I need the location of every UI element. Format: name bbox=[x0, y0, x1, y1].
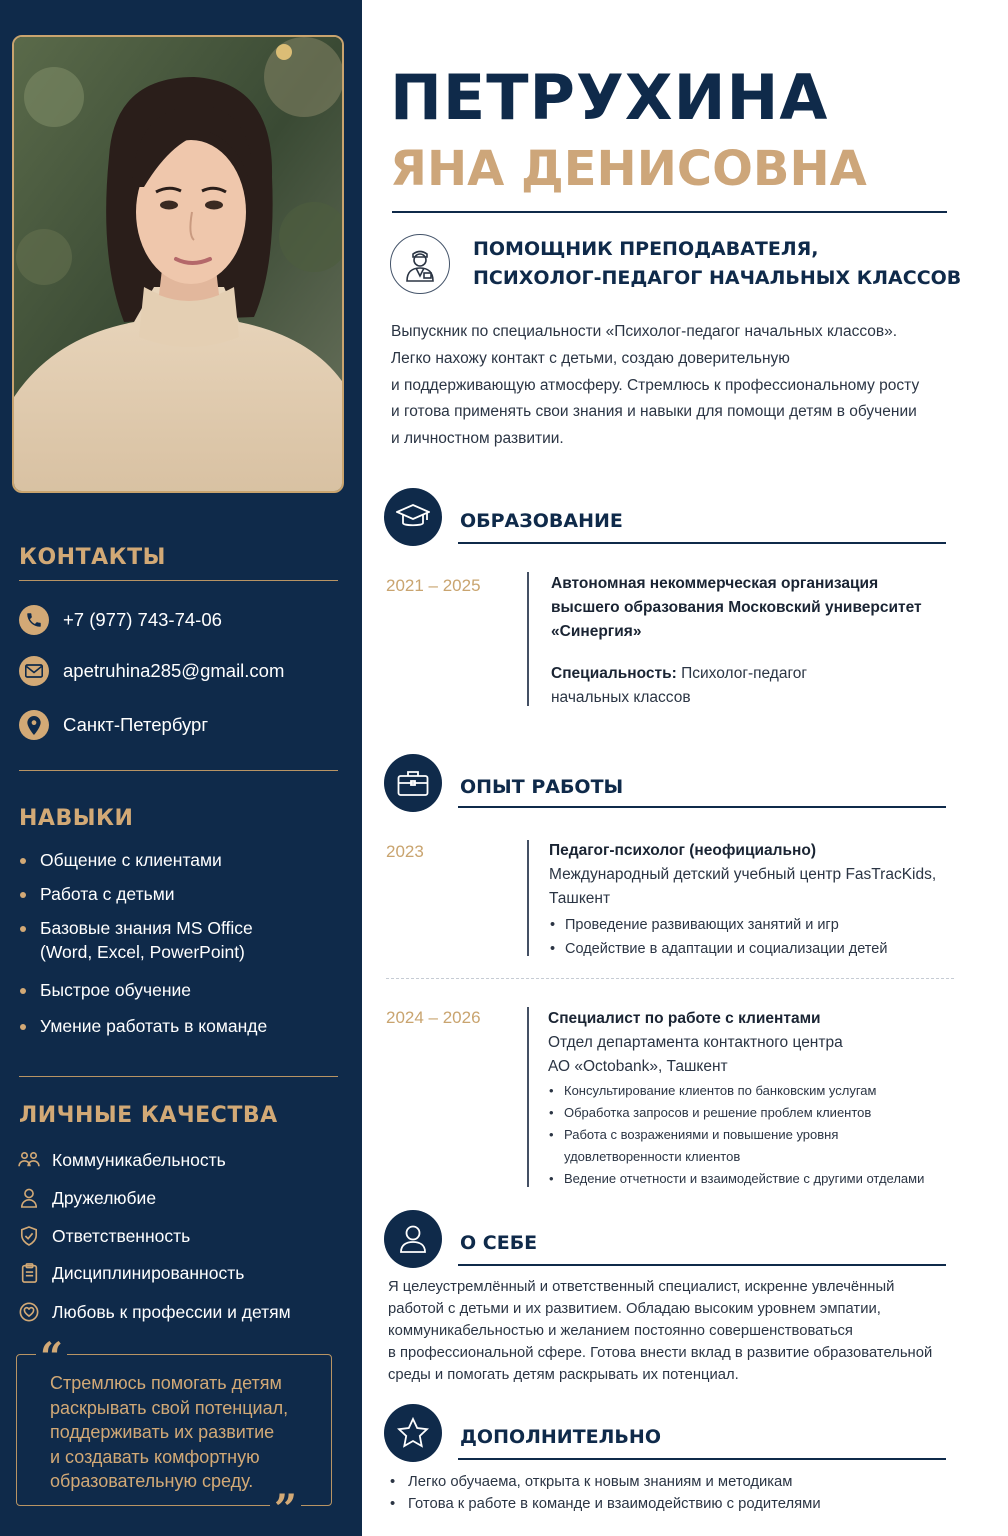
quality-text: Любовь к профессии и детям bbox=[52, 1301, 291, 1322]
duty-item bbox=[548, 1124, 953, 1168]
job-role: Специалист по работе с клиентами bbox=[548, 1010, 821, 1027]
duty-item: • Обработка запросов и решение проблем клиентов bbox=[548, 1102, 953, 1124]
dashed-divider bbox=[386, 978, 954, 979]
about-line: в профессиональной сфере. Готова внести вклад в развитие образовательной bbox=[388, 1345, 933, 1361]
org-line: высшего образования Московский университет bbox=[551, 599, 922, 616]
skills-list bbox=[19, 848, 349, 1038]
section-divider bbox=[458, 542, 946, 544]
specialty-label: Специальность: bbox=[551, 665, 677, 682]
quality-text: Дисциплинированность bbox=[52, 1262, 245, 1283]
contact-email[interactable] bbox=[19, 656, 284, 686]
contact-phone[interactable] bbox=[19, 605, 222, 635]
job-org bbox=[548, 1031, 953, 1079]
job-entry bbox=[549, 839, 954, 961]
org-line: АО «Octobank», Ташкент bbox=[548, 1058, 728, 1075]
divider bbox=[19, 770, 338, 771]
additional-heading: ДОПОЛНИТЕЛЬНО bbox=[460, 1426, 661, 1448]
quote-line: раскрывать свой потенциал, bbox=[50, 1397, 289, 1418]
duty-item: • Консультирование клиентов по банковским услугам bbox=[548, 1080, 953, 1102]
specialty-value: начальных классов bbox=[551, 689, 691, 706]
duty-line: Работа с возражениями и повышение уровня bbox=[564, 1127, 839, 1142]
position-line: ПСИХОЛОГ-ПЕДАГОГ НАЧАЛЬНЫХ КЛАССОВ bbox=[473, 267, 962, 289]
additional-item: • Легко обучаема, открыта к новым знаниям и методикам bbox=[390, 1471, 950, 1493]
about-text bbox=[388, 1276, 953, 1386]
quote-line: и создавать комфортную bbox=[50, 1446, 260, 1467]
timeline-line bbox=[527, 1007, 529, 1187]
summary-line: и поддерживающую атмосферу. Стремлюсь к профессиональному росту bbox=[391, 376, 920, 394]
summary-text bbox=[391, 319, 956, 453]
about-line: коммуникабельностью и желанием постоянно совершенствоваться bbox=[388, 1323, 853, 1339]
quality-item bbox=[18, 1262, 244, 1284]
given-name: ЯНА ДЕНИСОВНА bbox=[390, 141, 867, 197]
about-heading: О СЕБЕ bbox=[460, 1232, 538, 1254]
skill-item: Быстрое обучение bbox=[19, 978, 349, 1002]
timeline-line bbox=[527, 572, 529, 706]
quote-line: образовательную среду. bbox=[50, 1471, 254, 1491]
experience-heading: ОПЫТ РАБОТЫ bbox=[460, 776, 624, 798]
org-line: Отдел департамента контактного центра bbox=[548, 1034, 843, 1051]
user-icon bbox=[384, 1210, 442, 1268]
section-divider bbox=[458, 1264, 946, 1266]
skill-item bbox=[19, 916, 349, 964]
location-icon bbox=[19, 710, 49, 740]
contact-city bbox=[19, 710, 208, 740]
education-heading: ОБРАЗОВАНИЕ bbox=[460, 510, 623, 532]
job-org bbox=[549, 863, 954, 911]
duty-line: удовлетворенности клиентов bbox=[564, 1149, 741, 1164]
contact-email-text: apetruhina285@gmail.com bbox=[63, 660, 285, 681]
summary-line: Легко нахожу контакт с детьми, создаю доверительную bbox=[391, 349, 790, 367]
education-specialty bbox=[551, 662, 951, 710]
quote-close-icon: ” bbox=[270, 1490, 301, 1530]
quality-item bbox=[18, 1301, 291, 1323]
job-years: 2024 – 2026 bbox=[386, 1008, 481, 1027]
divider bbox=[19, 580, 338, 581]
skill-item-line: Базовые знания MS Office bbox=[40, 918, 253, 938]
motto-quote bbox=[50, 1371, 330, 1494]
education-years: 2021 – 2025 bbox=[386, 576, 481, 595]
job-duties bbox=[549, 914, 954, 961]
quality-item bbox=[18, 1187, 156, 1209]
specialty-value: Психолог-педагог bbox=[676, 665, 808, 682]
quote-line: поддерживать их развитие bbox=[50, 1422, 275, 1442]
about-line: Я целеустремлённый и ответственный специалист, искренне увлечённый bbox=[388, 1279, 895, 1295]
job-duties bbox=[548, 1080, 953, 1190]
org-line: Международный детский учебный центр FasTracKids, bbox=[549, 866, 937, 883]
graduation-cap-icon bbox=[384, 488, 442, 546]
duty-item: • Проведение развивающих занятий и игр bbox=[549, 914, 954, 938]
position-line: ПОМОЩНИК ПРЕПОДАВАТЕЛЯ, bbox=[473, 238, 819, 260]
clipboard-icon bbox=[18, 1262, 40, 1284]
skill-item: Умение работать в команде bbox=[19, 1014, 349, 1038]
header-divider bbox=[392, 211, 947, 213]
job-entry bbox=[548, 1007, 953, 1190]
briefcase-icon bbox=[384, 754, 442, 812]
surname: ПЕТРУХИНА bbox=[390, 61, 829, 134]
quote-line: Стремлюсь помогать детям bbox=[50, 1373, 282, 1393]
org-line: «Синергия» bbox=[551, 623, 642, 640]
section-divider bbox=[458, 806, 946, 808]
person-icon bbox=[18, 1187, 40, 1209]
skill-item: Работа с детьми bbox=[19, 882, 349, 906]
quality-item bbox=[18, 1149, 226, 1171]
heart-icon bbox=[18, 1301, 40, 1323]
timeline-line bbox=[527, 840, 529, 956]
people-icon bbox=[18, 1149, 40, 1171]
mail-icon bbox=[19, 656, 49, 686]
star-icon bbox=[384, 1404, 442, 1462]
section-divider bbox=[458, 1458, 946, 1460]
position-title bbox=[473, 235, 961, 293]
summary-line: и готова применять свои знания и навыки для помощи детям в обучении bbox=[391, 403, 917, 421]
job-years: 2023 bbox=[386, 842, 424, 861]
profile-photo bbox=[12, 35, 344, 493]
quality-text: Коммуникабельность bbox=[52, 1149, 226, 1170]
about-line: среды и помогать детям раскрывать их потенциал. bbox=[388, 1367, 739, 1383]
job-role: Педагог-психолог (неофициально) bbox=[549, 842, 817, 859]
skill-item-line: (Word, Excel, PowerPoint) bbox=[40, 942, 245, 962]
contact-city-text: Санкт-Петербург bbox=[63, 714, 209, 735]
phone-icon bbox=[19, 605, 49, 635]
additional-list bbox=[390, 1471, 950, 1515]
teacher-icon bbox=[390, 234, 450, 294]
org-line: Ташкент bbox=[549, 890, 611, 907]
skills-heading: НАВЫКИ bbox=[19, 806, 134, 831]
additional-item: • Готова к работе в команде и взаимодействию с родителями bbox=[390, 1493, 950, 1515]
qualities-heading: ЛИЧНЫЕ КАЧЕСТВА bbox=[19, 1103, 278, 1128]
org-line: Автономная некоммерческая организация bbox=[551, 575, 879, 592]
shield-icon bbox=[18, 1225, 40, 1247]
skill-item: Общение с клиентами bbox=[19, 848, 349, 872]
summary-line: Выпускник по специальности «Психолог-педагог начальных классов». bbox=[391, 323, 898, 340]
contact-phone-text: +7 (977) 743-74-06 bbox=[63, 609, 222, 630]
about-line: работой с детьми и их развитием. Обладаю высоким уровнем эмпатии, bbox=[388, 1301, 881, 1317]
duty-item: • Содействие в адаптации и социализации детей bbox=[549, 938, 954, 962]
quote-open-icon: “ bbox=[36, 1338, 67, 1378]
education-org bbox=[551, 572, 951, 644]
quality-text: Ответственность bbox=[52, 1225, 191, 1246]
quality-item bbox=[18, 1225, 190, 1247]
education-entry bbox=[551, 572, 951, 710]
summary-line: и личностном развитии. bbox=[391, 430, 564, 448]
divider bbox=[19, 1076, 338, 1077]
sidebar bbox=[0, 0, 362, 1536]
duty-item: • Ведение отчетности и взаимодействие с другими отделами bbox=[548, 1168, 953, 1190]
contacts-heading: КОНТАКТЫ bbox=[19, 545, 166, 570]
quality-text: Дружелюбие bbox=[52, 1187, 157, 1208]
